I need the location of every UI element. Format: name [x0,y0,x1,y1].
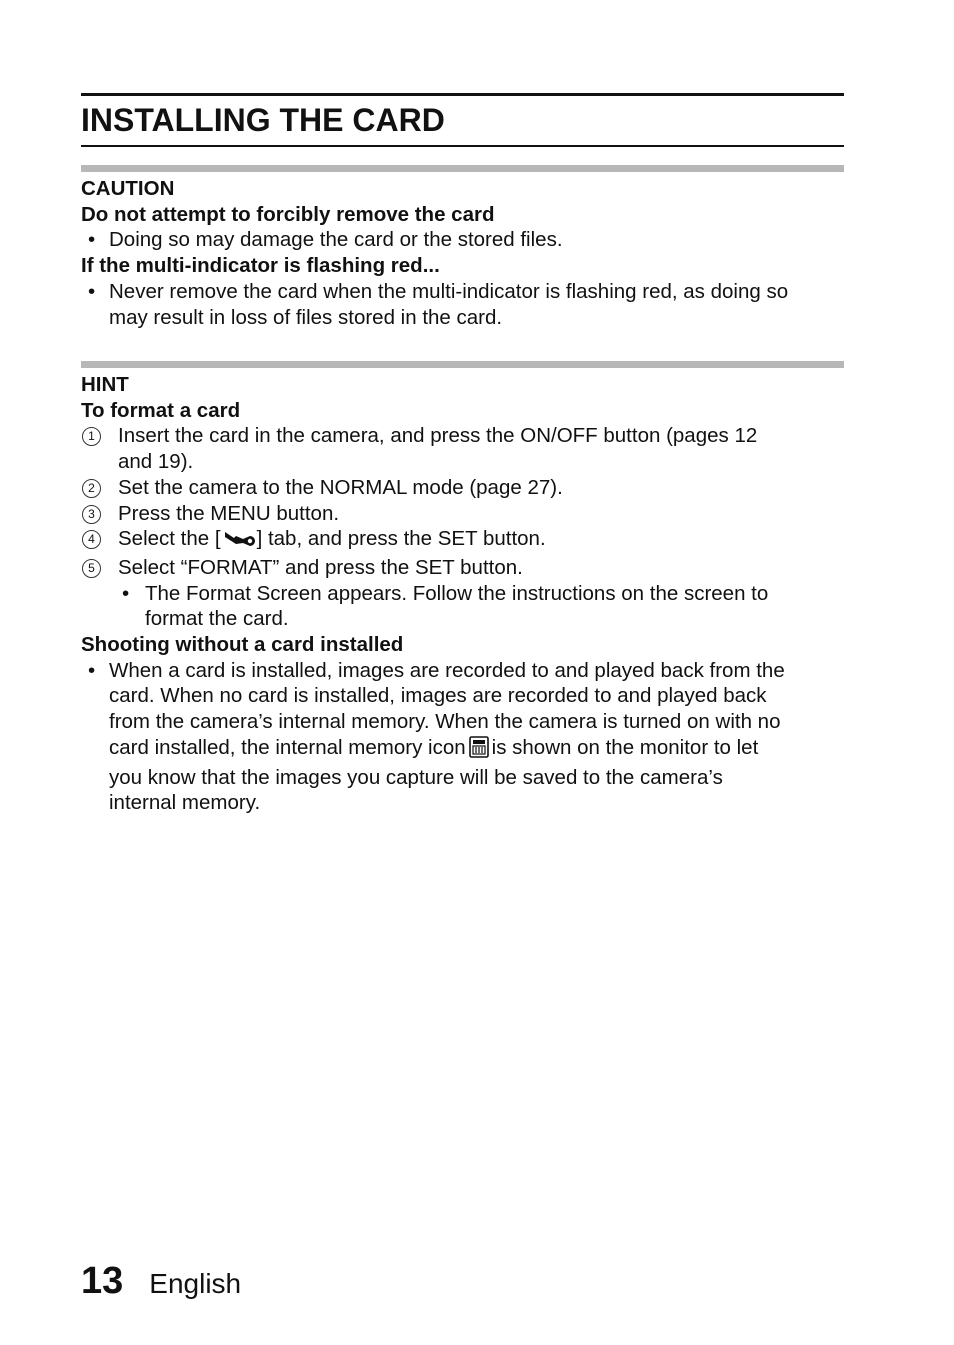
title-bottom-rule [81,145,844,147]
caution-section [81,176,851,330]
list-item: • The Format Screen appears. Follow the instructions on the screen to format the card. [122,581,769,631]
hint-label: HINT [81,373,129,396]
step-4: 4 Select the [ ] tab, and press the SET button. [81,526,851,555]
step-1: 1 Insert the card in the camera, and press the ON/OFF button (pages 12 and 19). [81,423,851,474]
step-number: 3 [82,505,101,524]
format-heading: To format a card [81,398,241,422]
caution-heading-flashing: If the multi-indicator is flashing red... [81,254,440,278]
step-number: 5 [82,559,101,578]
step-5: 5 Select “FORMAT” and press the SET button. [81,555,851,581]
page-number: 13 [81,1260,124,1302]
shooting-heading: Shooting without a card installed [81,633,404,657]
caution-bar [81,165,844,172]
title-top-rule [81,93,844,96]
list-item: • Doing so may damage the card or the stored files. [88,228,563,252]
wrench-icon [223,529,255,555]
language-label: English [149,1268,242,1299]
caution-label: CAUTION [81,177,175,200]
hint-section [81,372,851,816]
list-item: • Never remove the card when the multi-indicator is flashing red, as doing so may result in loss of files stored in the card. [88,279,789,329]
step-number: 2 [82,479,101,498]
caution-heading-remove: Do not attempt to forcibly remove the card [81,202,495,226]
step-number: 1 [82,427,101,446]
hint-bar [81,361,844,368]
internal-memory-icon [469,736,489,765]
step-number: 4 [82,530,101,549]
list-item: • When a card is installed, images are recorded to and played back from the card. When no card is installed, images are recorded to and played back from the camera’s internal memory. When the camera is turned on with no card installed, the internal memory icon is shown on the monitor to let you know that the images you capture will be saved to the camera’s internal memory. [88,658,785,815]
step-3: 3 Press the MENU button. [81,501,851,527]
page-title: INSTALLING THE CARD [81,102,445,138]
step-2: 2 Set the camera to the NORMAL mode (page 27). [81,475,851,501]
page-footer [81,1258,241,1307]
